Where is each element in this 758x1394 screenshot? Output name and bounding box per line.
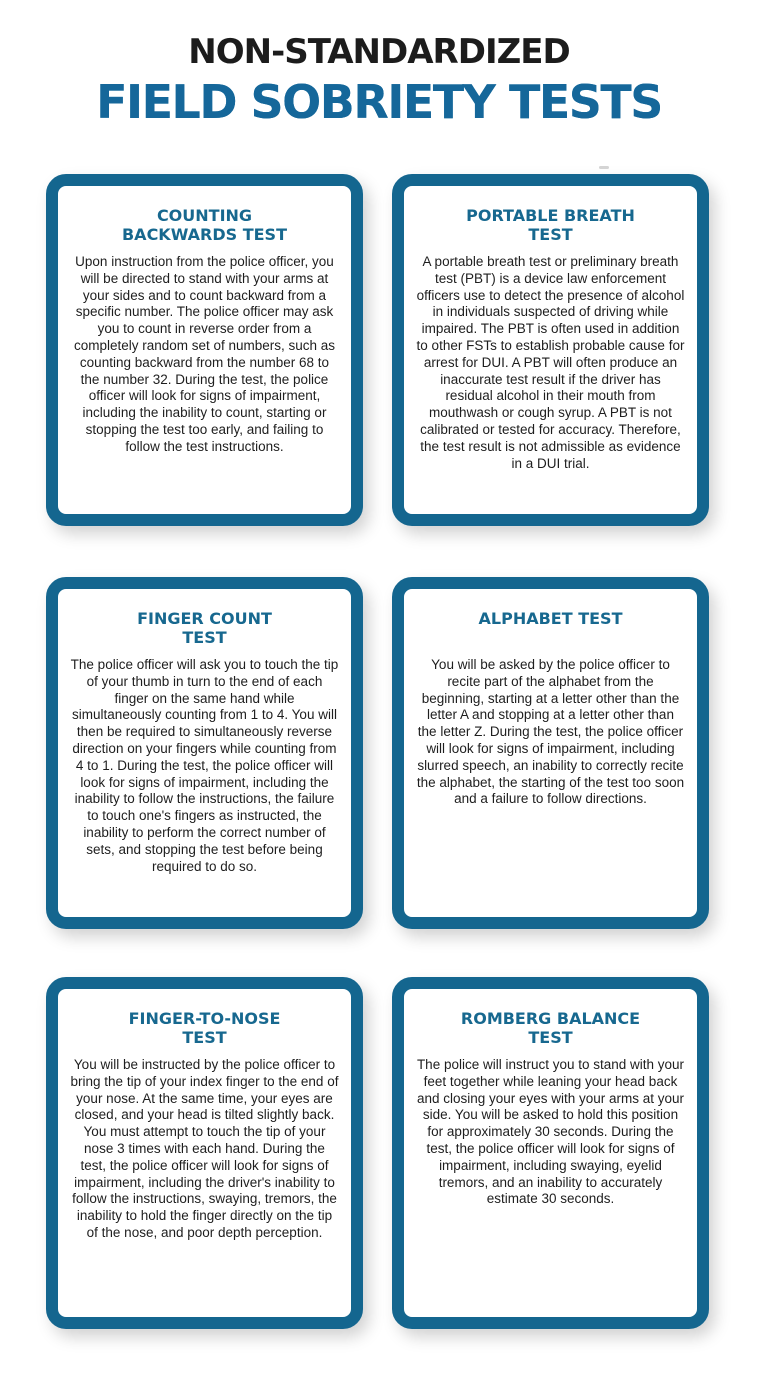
decorative-dash (599, 166, 609, 169)
card-title (70, 609, 339, 647)
card-counting-backwards (46, 174, 363, 526)
card-body: You will be instructed by the police officer to bring the tip of your index finger to the end of your nose. At the same time, your eyes are closed, and your head is tilted slightly back. You must attempt to touch the tip of your nose 3 times with each hand. During the test, the police officer will look for signs of impairment, including the driver's inability to follow the instructions, swaying, tremors, the inability to hold the finger directly on the tip of the nose, and poor depth perception. (70, 1057, 339, 1240)
card-body: The police officer will ask you to touch the tip of your thumb in turn to the end of each finger on the same hand while simultaneously counting from 1 to 4. You will then be required to simultaneously reverse direction on your fingers while counting from 4 to 1. During the test, the police officer will look for signs of impairment, including the inability to follow the instructions, the failure to touch one's fingers as instructed, the inability to perform the correct number of sets, and stopping the test before being required to do so. (70, 657, 339, 874)
header (0, 30, 758, 130)
card-title-line-1: ALPHABET TEST (478, 609, 623, 628)
card-alphabet (392, 577, 709, 929)
card-title-line-1: COUNTING (156, 206, 253, 225)
card-title-line-2: TEST (528, 225, 573, 244)
card-title-line-1: FINGER-TO-NOSE (128, 1009, 281, 1028)
card-body: The police will instruct you to stand with your feet together while leaning your head back and closing your eyes with your arms at your side. You will be asked to hold this position for approximately 30 seconds. During the test, the police officer will look for signs of impairment, including swaying, eyelid tremors, and an inability to accurately estimate 30 seconds. (416, 1057, 685, 1207)
card-finger-to-nose (46, 977, 363, 1329)
card-body: Upon instruction from the police officer, you will be directed to stand with your arms at your sides and to count backward from a specific number. The police officer may ask you to count in reverse order from a completely random set of numbers, such as counting backward from the number 68 to the number 32. During the test, the police officer will look for signs of impairment, including the inability to count, starting or stopping the test too early, and failing to follow the test instructions. (73, 254, 336, 454)
card-title (416, 206, 685, 244)
card-title-line-2: TEST (182, 628, 227, 647)
title-line-1: NON-STANDARDIZED (188, 32, 570, 72)
card-title-line-2: TEST (182, 1028, 227, 1047)
card-romberg-balance (392, 977, 709, 1329)
card-title (416, 1009, 685, 1047)
card-title-line-1: ROMBERG BALANCE (460, 1009, 641, 1028)
card-title (70, 206, 339, 244)
card-body: You will be asked by the police officer to recite part of the alphabet from the beginning, starting at a letter other than the letter A and stopping at a letter other than the letter Z. During the test, the police officer will look for signs of impairment, including slurred speech, an inability to correctly recite the alphabet, the starting of the test too soon and a failure to follow directions. (416, 657, 685, 807)
card-finger-count (46, 577, 363, 929)
card-body: A portable breath test or preliminary breath test (PBT) is a device law enforcement officers use to detect the presence of alcohol in individuals suspected of driving while impaired. The PBT is often used in addition to other FSTs to establish probable cause for arrest for DUI. A PBT will often produce an inaccurate test result if the driver has residual alcohol in their mouth from mouthwash or cough syrup. A PBT is not calibrated or tested for accuracy. Therefore, the test result is not admissible as evidence in a DUI trial. (416, 254, 685, 471)
card-title (416, 609, 685, 628)
card-title-line-2: TEST (528, 1028, 573, 1047)
card-portable-breath (392, 174, 709, 526)
card-title (70, 1009, 339, 1047)
card-title-line-1: PORTABLE BREATH (466, 206, 635, 225)
card-title-line-2: BACKWARDS TEST (121, 225, 287, 244)
title-line-2: FIELD SOBRIETY TESTS (0, 74, 758, 130)
card-title-line-1: FINGER COUNT (137, 609, 272, 628)
